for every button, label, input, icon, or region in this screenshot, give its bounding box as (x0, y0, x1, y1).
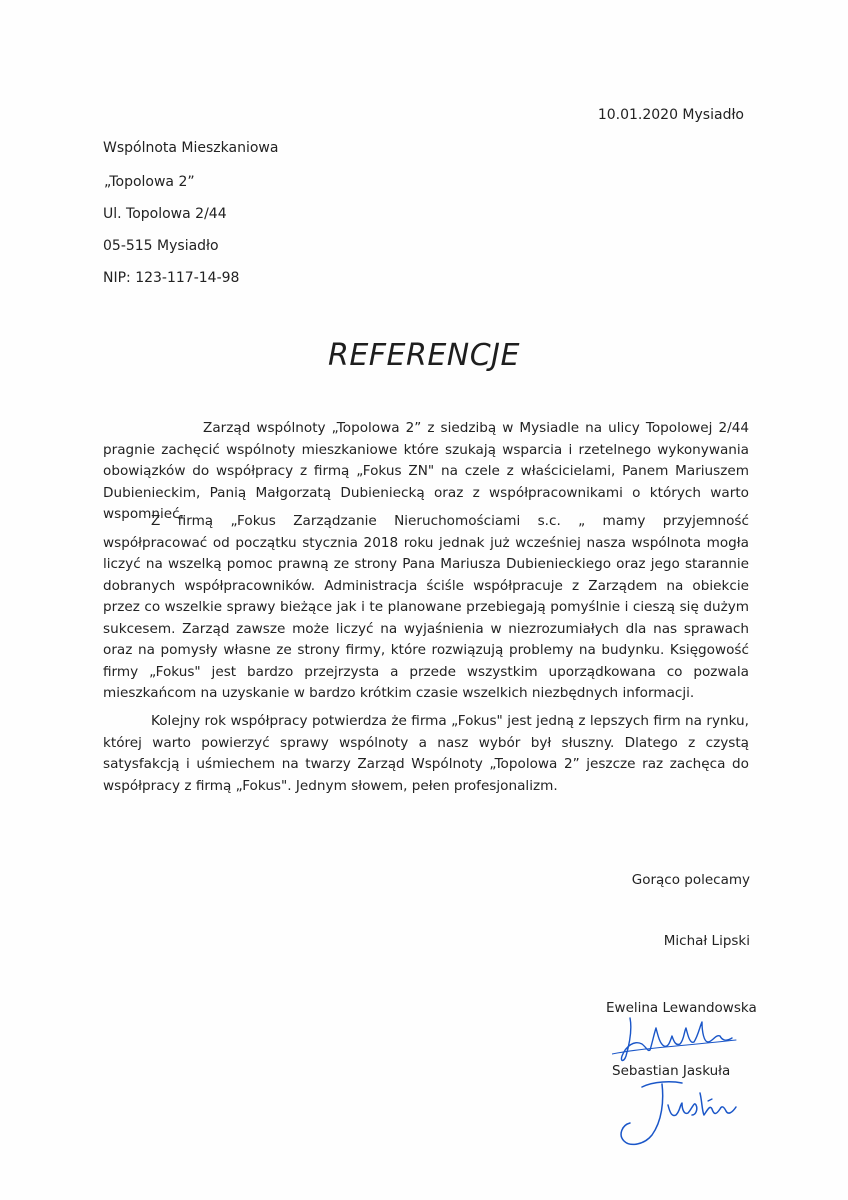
signatory-name-3: Sebastian Jaskuła (612, 1063, 731, 1079)
paragraph-3-text: Kolejny rok współpracy potwierdza że firma „Fokus" jest jedną z lepszych firm na rynku, której warto powierzyć sprawy wspólnoty a nasz wybór był słuszny. Dlatego z czystą satysfakcją i uśmiechem na twarzy Zarząd Wspólnoty „Topolowa 2” jeszcze raz zachęca do współpracy z firmą „Fokus". Jednym słowem, pełen profesjonalizm. (103, 713, 749, 794)
recipient-building: „Topolowa 2” (104, 174, 195, 190)
signature-sebastian-jaskula (612, 1075, 747, 1153)
recipient-name: Wspólnota Mieszkaniowa (103, 140, 279, 156)
document-title: REFERENCJE (327, 338, 520, 373)
signature-ewelina-lewandowska (612, 1014, 742, 1066)
recipient-street: Ul. Topolowa 2/44 (103, 206, 227, 222)
paragraph-1-text: Zarząd wspólnoty „Topolowa 2” z siedzibą w Mysiadle na ulicy Topolowej 2/44 pragnie zachęcić wspólnoty mieszkaniowe które szukają wsparcia i rzetelnego wykonywania obowiązków do współpracy z firmą „Fokus ZN" na czele z właścicielami, Panem Mariuszem Dubienieckim, Panią Małgorzatą Dubieniecką oraz z współpracownikami o których warto wspomnieć. (103, 420, 749, 522)
recipient-city: 05-515 Mysiadło (103, 238, 219, 254)
closing-phrase: Gorąco polecamy (631, 872, 750, 888)
date-place: 10.01.2020 Mysiadło (597, 107, 744, 123)
paragraph-2 (103, 511, 749, 705)
signatory-name-2: Ewelina Lewandowska (606, 1000, 757, 1016)
paragraph-3 (103, 711, 749, 797)
signatory-name-1: Michał Lipski (663, 933, 750, 949)
paragraph-2-text: Z firmą „Fokus Zarządzanie Nieruchomościami s.c. „ mamy przyjemność współpracować od początku stycznia 2018 roku jednak już wcześniej nasza wspólnota mogła liczyć na wszelką pomoc prawną ze strony Pana Mariusza Dubienieckiego oraz jego starannie dobranych współpracowników. Administracja ściśle współpracuje z Zarządem na obiekcie przez co wszelkie sprawy bieżące jak i te planowane przebiegają pomyślnie i cieszą się dużym sukcesem. Zarząd zawsze może liczyć na wyjaśnienia w niezrozumiałych dla nas sprawach oraz na pomysły własne ze strony firmy, które rozwiązują problemy na budynku. Księgowość firmy „Fokus" jest bardzo przejrzysta a przede wszystkim uporządkowana co pozwala mieszkańcom na uzyskanie w bardzo krótkim czasie wszelkich niezbędnych informacji. (103, 513, 749, 701)
paragraph-1 (103, 418, 749, 526)
recipient-nip: NIP: 123-117-14-98 (103, 270, 240, 286)
